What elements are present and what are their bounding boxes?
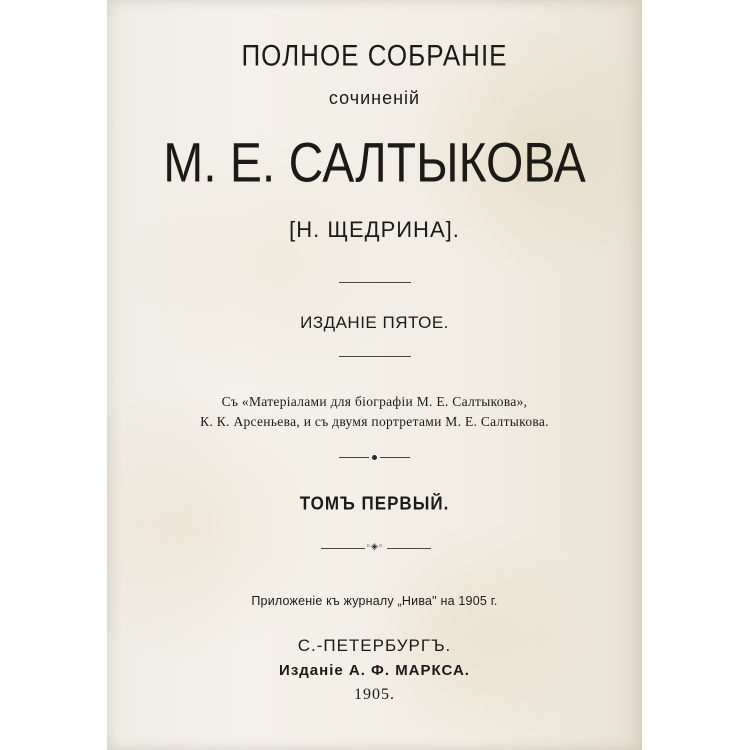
edition-label: ИЗДАНІЕ ПЯТОЕ. (300, 313, 449, 332)
works-subheading: сочиненій (328, 88, 421, 108)
book-title-page (107, 0, 642, 750)
ornament-rule-left (339, 457, 369, 458)
divider-rule-2 (339, 356, 411, 357)
ornament-dot (372, 455, 377, 460)
collection-heading: ПОЛНОЕ СОБРАНІЕ (241, 37, 508, 73)
materials-note-line2: К. К. Арсеньева, и съ двумя портретами М. Е. Салтыкова. (200, 414, 549, 429)
volume-label: ТОМЪ ПЕРВЫЙ. (299, 493, 450, 514)
publisher-label: Изданіе А. Ф. МАРКСА. (279, 662, 470, 679)
supplement-note: Приложеніе къ журналу „Нива" на 1905 г. (251, 594, 498, 608)
materials-note-line1: Съ «Матеріалами для біографіи М. Е. Салтыкова», (221, 394, 528, 409)
divider-rule-1 (339, 282, 411, 283)
year-label: 1905. (354, 686, 395, 703)
author-name: М. Е. САЛТЫКОВА (163, 133, 586, 194)
ornament2-rule-right (387, 548, 431, 549)
ornament-rule-right (380, 457, 410, 458)
ornament-flourish-icon: ◦◈◦ (365, 542, 384, 552)
city-label: С.-ПЕТЕРБУРГЪ. (297, 636, 452, 655)
author-pseudonym: [Н. ЩЕДРИНА]. (289, 217, 460, 242)
